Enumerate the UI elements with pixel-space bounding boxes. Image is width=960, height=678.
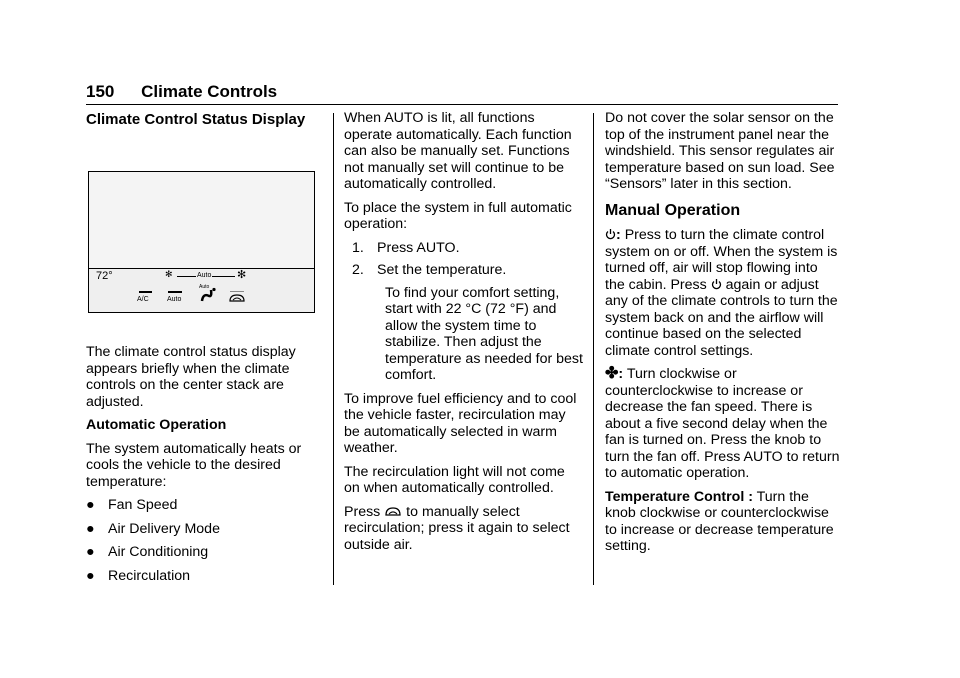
list-item: 1. Press AUTO. xyxy=(352,239,460,256)
page-header xyxy=(86,82,277,102)
air-delivery-mode-icon xyxy=(199,287,219,303)
column-3 xyxy=(605,110,841,562)
section-heading: Climate Control Status Display xyxy=(86,111,306,128)
column-divider-2 xyxy=(593,113,594,585)
display-temperature: 72° xyxy=(96,270,113,282)
fan-low-icon: ✻ xyxy=(165,269,173,279)
list-item: ● Air Conditioning xyxy=(86,544,209,560)
column-1-body xyxy=(86,344,322,591)
column-divider-1 xyxy=(333,113,334,585)
column-2 xyxy=(344,110,584,560)
recirculation-icon xyxy=(384,506,402,517)
list-item: ● Fan Speed xyxy=(86,497,178,513)
auto-label: Auto xyxy=(167,296,182,303)
header-rule xyxy=(86,104,838,105)
automatic-functions-list xyxy=(86,497,322,584)
auto-steps-list xyxy=(344,240,584,279)
auto-lit-paragraph: When AUTO is lit, all functions operate automatically. Each function can also be manually set. Functions not manually set will continue to be automatically controlled. xyxy=(344,110,572,192)
display-screen xyxy=(89,172,314,269)
list-item: 2. Set the temperature. xyxy=(352,262,507,278)
mode-auto-label: Auto xyxy=(199,284,210,290)
column-1 xyxy=(86,112,322,129)
power-paragraph: : Press to turn the climate control system on or off. When the system is turned off, air will stop flowing into the cabin. Press again or adjust any of the climate controls to turn the system back on and the airflow will continue based on the selected climate control settings. xyxy=(605,227,838,359)
recirc-press-paragraph: Press to manually select recirculation; press it again to select outside air. xyxy=(344,503,570,553)
full-auto-paragraph: To place the system in full automatic operation: xyxy=(344,199,572,232)
status-display-figure xyxy=(88,171,315,313)
auto-indicator xyxy=(168,291,182,293)
temperature-control-paragraph: Temperature Control : Turn the knob clockwise or counterclockwise to increase or decrease temperature setting. xyxy=(605,488,834,554)
manual-operation-heading: Manual Operation xyxy=(605,201,741,219)
power-icon xyxy=(711,277,722,294)
recirculation-icon xyxy=(228,293,246,303)
list-item: ● Recirculation xyxy=(86,567,191,584)
fan-paragraph: ✤: Turn clockwise or counterclockwise to increase or decrease the fan speed. There is about a five second delay when the fan is turned on. Press the knob to turn the fan off. Press AUTO to return to automatic operation. xyxy=(605,365,840,481)
status-display-paragraph: The climate control status display appears briefly when the climate controls on the center stack are adjusted. xyxy=(86,344,296,410)
fan-auto-label: Auto xyxy=(197,272,212,279)
fuel-efficiency-paragraph: To improve fuel efficiency and to cool the vehicle faster, recirculation may be automatically selected in warm weather. xyxy=(344,390,577,456)
solar-sensor-paragraph: Do not cover the solar sensor on the top of the instrument panel near the windshield. This sensor regulates air temperature based on sun load. See “Sensors” later in this section. xyxy=(605,110,835,192)
page-number: 150 xyxy=(86,82,115,101)
list-item: ● Air Delivery Mode xyxy=(86,520,220,537)
fan-high-icon: ✻ xyxy=(237,269,247,281)
automatic-operation-heading: Automatic Operation xyxy=(86,417,227,433)
recirc-indicator xyxy=(230,291,244,292)
ac-indicator xyxy=(139,291,152,293)
ac-label: A/C xyxy=(137,296,149,303)
automatic-operation-paragraph: The system automatically heats or cools the vehicle to the desired temperature: xyxy=(86,440,302,490)
power-icon xyxy=(605,227,616,244)
comfort-setting-note: To find your comfort setting, start with 22 °C (72 °F) and allow the system time to stabilize. Then adjust the temperature as needed for best comfort. xyxy=(385,284,583,383)
section-title: Climate Controls xyxy=(141,82,278,101)
fan-icon: ✤ xyxy=(605,365,619,382)
recirc-light-paragraph: The recirculation light will not come on when automatically controlled. xyxy=(344,463,565,496)
